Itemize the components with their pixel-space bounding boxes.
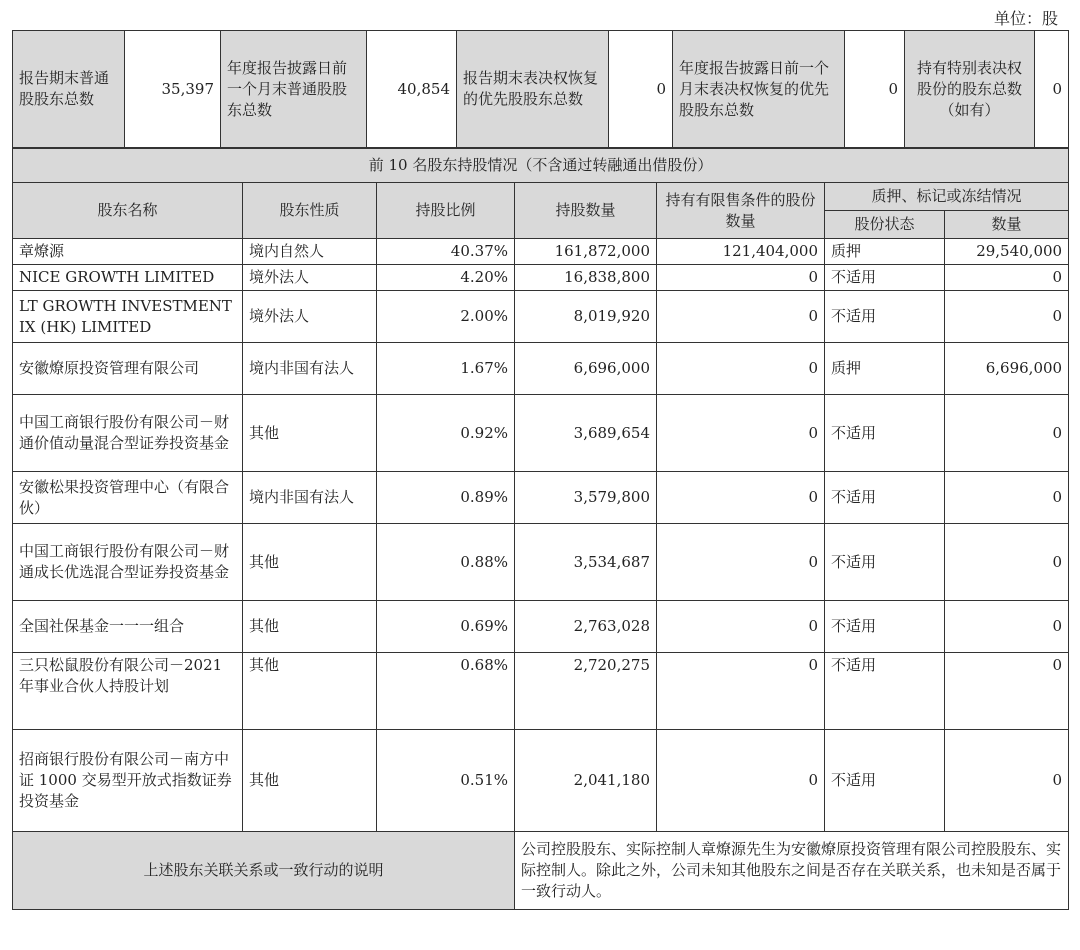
holding-count: 16,838,800: [515, 265, 657, 291]
summary-label-5: 持有特别表决权股份的股东总数（如有）: [905, 31, 1035, 148]
header-pledge-status: 股份状态: [825, 211, 945, 239]
shareholder-nature: 其他: [243, 653, 377, 730]
pledge-count: 0: [945, 265, 1069, 291]
shareholder-name: 安徽松果投资管理中心（有限合伙）: [13, 472, 243, 524]
pledge-count: 0: [945, 395, 1069, 472]
shareholder-nature: 境外法人: [243, 265, 377, 291]
summary-value-5: 0: [1035, 31, 1069, 148]
pledge-count: 0: [945, 653, 1069, 730]
header-nature: 股东性质: [243, 183, 377, 239]
shareholder-name: 招商银行股份有限公司－南方中证 1000 交易型开放式指数证券投资基金: [13, 730, 243, 832]
pledge-status: 不适用: [825, 601, 945, 653]
pledge-count: 0: [945, 601, 1069, 653]
table-row: [13, 524, 1069, 601]
restricted-count: 0: [657, 395, 825, 472]
header-pledge-count: 数量: [945, 211, 1069, 239]
header-count: 持股数量: [515, 183, 657, 239]
summary-label-1: 报告期末普通股股东总数: [13, 31, 125, 148]
summary-value-4: 0: [845, 31, 905, 148]
pledge-status: 不适用: [825, 730, 945, 832]
pledge-status: 不适用: [825, 472, 945, 524]
restricted-count: 0: [657, 343, 825, 395]
table-row: [13, 472, 1069, 524]
pledge-status: 不适用: [825, 265, 945, 291]
holding-ratio: 0.69%: [377, 601, 515, 653]
restricted-count: 0: [657, 601, 825, 653]
table-row: [13, 265, 1069, 291]
summary-label-2: 年度报告披露日前一个月末普通股股东总数: [221, 31, 367, 148]
shareholder-summary-table: [12, 30, 1069, 148]
shareholder-name: 安徽燎原投资管理有限公司: [13, 343, 243, 395]
pledge-status: 质押: [825, 343, 945, 395]
holding-count: 3,579,800: [515, 472, 657, 524]
table-row: [13, 291, 1069, 343]
holding-count: 3,689,654: [515, 395, 657, 472]
pledge-count: 0: [945, 524, 1069, 601]
header-ratio: 持股比例: [377, 183, 515, 239]
holding-count: 2,720,275: [515, 653, 657, 730]
table-row: [13, 343, 1069, 395]
restricted-count: 121,404,000: [657, 239, 825, 265]
holding-count: 2,041,180: [515, 730, 657, 832]
footer-label: 上述股东关联关系或一致行动的说明: [13, 832, 515, 910]
section-title: 前 10 名股东持股情况（不含通过转融通出借股份）: [13, 149, 1069, 183]
pledge-status: 不适用: [825, 524, 945, 601]
holding-count: 6,696,000: [515, 343, 657, 395]
pledge-count: 0: [945, 291, 1069, 343]
shareholder-nature: 境内自然人: [243, 239, 377, 265]
holding-ratio: 0.89%: [377, 472, 515, 524]
pledge-status: 质押: [825, 239, 945, 265]
header-name: 股东名称: [13, 183, 243, 239]
summary-value-1: 35,397: [125, 31, 221, 148]
shareholder-name: NICE GROWTH LIMITED: [13, 265, 243, 291]
pledge-count: 29,540,000: [945, 239, 1069, 265]
holding-count: 161,872,000: [515, 239, 657, 265]
holding-ratio: 0.68%: [377, 653, 515, 730]
pledge-count: 0: [945, 730, 1069, 832]
shareholder-nature: 其他: [243, 524, 377, 601]
shareholder-name: 中国工商银行股份有限公司－财通成长优选混合型证券投资基金: [13, 524, 243, 601]
summary-value-3: 0: [609, 31, 673, 148]
restricted-count: 0: [657, 472, 825, 524]
holding-count: 8,019,920: [515, 291, 657, 343]
shareholder-name: 中国工商银行股份有限公司－财通价值动量混合型证券投资基金: [13, 395, 243, 472]
shareholder-name: LT GROWTH INVESTMENT IX (HK) LIMITED: [13, 291, 243, 343]
holding-ratio: 0.88%: [377, 524, 515, 601]
pledge-status: 不适用: [825, 291, 945, 343]
header-pledge-group: 质押、标记或冻结情况: [825, 183, 1069, 211]
holding-ratio: 4.20%: [377, 265, 515, 291]
pledge-status: 不适用: [825, 395, 945, 472]
footer-text: 公司控股股东、实际控制人章燎源先生为安徽燎原投资管理有限公司控股股东、实际控制人。除此之外，公司未知其他股东之间是否存在关联关系，也未知是否属于一致行动人。: [515, 832, 1069, 910]
restricted-count: 0: [657, 730, 825, 832]
unit-label: 单位：股: [993, 9, 1058, 28]
shareholder-name: 章燎源: [13, 239, 243, 265]
holding-ratio: 0.92%: [377, 395, 515, 472]
holding-ratio: 1.67%: [377, 343, 515, 395]
header-restricted: 持有有限售条件的股份数量: [657, 183, 825, 239]
table-row: [13, 239, 1069, 265]
table-row: [13, 730, 1069, 832]
shareholder-name: 全国社保基金一一一组合: [13, 601, 243, 653]
pledge-count: 0: [945, 472, 1069, 524]
pledge-count: 6,696,000: [945, 343, 1069, 395]
summary-label-3: 报告期末表决权恢复的优先股股东总数: [457, 31, 609, 148]
holding-ratio: 0.51%: [377, 730, 515, 832]
table-row: [13, 653, 1069, 730]
shareholder-nature: 其他: [243, 601, 377, 653]
shareholder-nature: 其他: [243, 395, 377, 472]
restricted-count: 0: [657, 653, 825, 730]
table-row: [13, 395, 1069, 472]
holding-ratio: 40.37%: [377, 239, 515, 265]
pledge-status: 不适用: [825, 653, 945, 730]
holding-count: 3,534,687: [515, 524, 657, 601]
shareholder-name: 三只松鼠股份有限公司－2021 年事业合伙人持股计划: [13, 653, 243, 730]
restricted-count: 0: [657, 524, 825, 601]
holding-count: 2,763,028: [515, 601, 657, 653]
restricted-count: 0: [657, 291, 825, 343]
summary-label-4: 年度报告披露日前一个月末表决权恢复的优先股股东总数: [673, 31, 845, 148]
shareholder-nature: 境内非国有法人: [243, 343, 377, 395]
shareholder-nature: 境内非国有法人: [243, 472, 377, 524]
holding-ratio: 2.00%: [377, 291, 515, 343]
summary-value-2: 40,854: [367, 31, 457, 148]
shareholder-nature: 其他: [243, 730, 377, 832]
shareholder-nature: 境外法人: [243, 291, 377, 343]
top10-shareholders-table: [12, 148, 1069, 910]
table-row: [13, 601, 1069, 653]
restricted-count: 0: [657, 265, 825, 291]
